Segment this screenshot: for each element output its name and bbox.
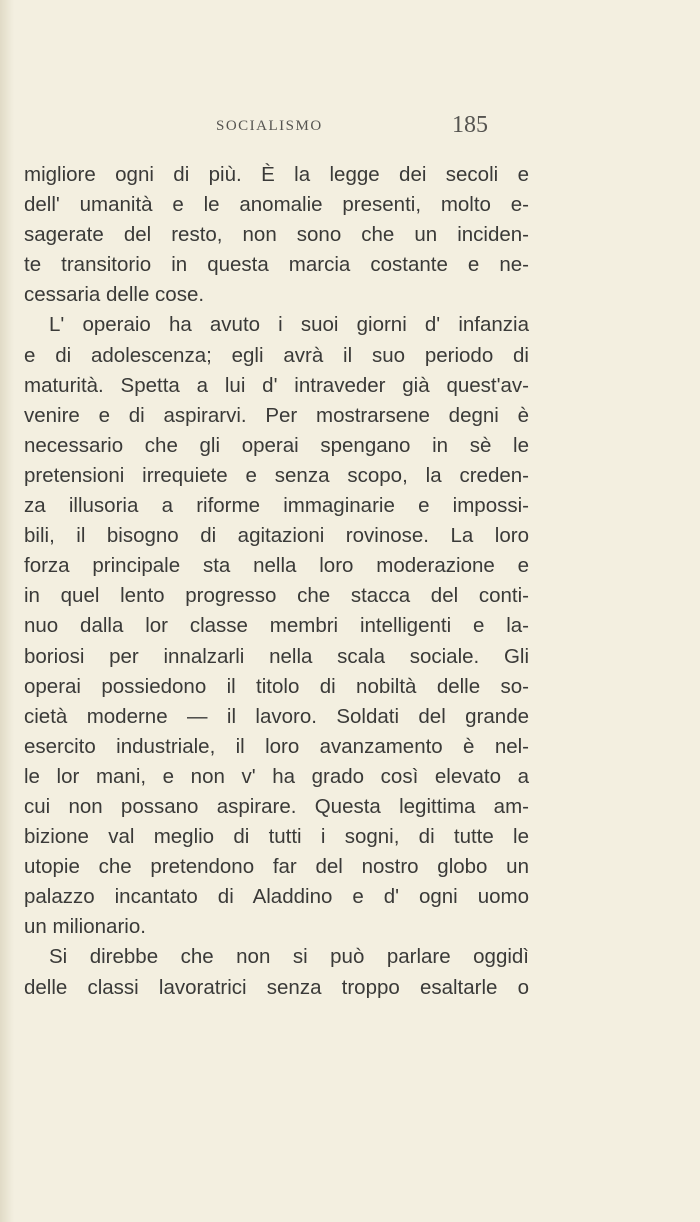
text-line: cessaria delle cose. bbox=[24, 283, 205, 307]
text-line: cui non possano aspirare. Questa legittima am- bbox=[24, 794, 529, 818]
text-line: necessario che gli operai spengano in sè le bbox=[24, 433, 529, 457]
text-line: un milionario. bbox=[24, 915, 146, 939]
text-line: cietà moderne — il lavoro. Soldati del grande bbox=[24, 704, 529, 728]
text-line: boriosi per innalzarli nella scala sociale. Gli bbox=[24, 644, 529, 668]
text-line: forza principale sta nella loro moderazione e bbox=[24, 554, 529, 578]
text-line: dell' umanità e le anomalie presenti, molto e- bbox=[24, 193, 529, 217]
text-line: esercito industriale, il loro avanzamento è nel- bbox=[24, 734, 529, 758]
text-line: delle classi lavoratrici senza troppo esaltarle o bbox=[24, 975, 529, 999]
text-line: migliore ogni di più. È la legge dei secoli e bbox=[24, 163, 529, 186]
page-number: 185 bbox=[452, 112, 488, 138]
page-header bbox=[0, 112, 700, 146]
text-line: za illusoria a riforme immaginarie e impossi- bbox=[24, 494, 529, 518]
text-line: operai possiedono il titolo di nobiltà delle so- bbox=[24, 674, 529, 698]
text-line: bizione val meglio di tutti i sogni, di tutte le bbox=[24, 825, 529, 849]
body-text bbox=[24, 160, 529, 1003]
text-line: venire e di aspirarvi. Per mostrarsene degni è bbox=[24, 403, 529, 427]
running-title: SOCIALISMO bbox=[216, 118, 323, 134]
text-line: palazzo incantato di Aladdino e d' ogni uomo bbox=[24, 885, 529, 909]
text-line: maturità. Spetta a lui d' intraveder già quest'av- bbox=[24, 373, 529, 397]
text-line: Si direbbe che non si può parlare oggidì bbox=[49, 945, 529, 969]
text-line: e di adolescenza; egli avrà il suo periodo di bbox=[24, 343, 529, 367]
text-line: in quel lento progresso che stacca del conti- bbox=[24, 584, 529, 608]
text-line: le lor mani, e non v' ha grado così elevato a bbox=[24, 764, 529, 788]
text-line: L' operaio ha avuto i suoi giorni d' infanzia bbox=[49, 313, 529, 337]
text-line: nuo dalla lor classe membri intelligenti e la- bbox=[24, 614, 529, 638]
text-line: utopie che pretendono far del nostro globo un bbox=[24, 855, 529, 879]
text-line: pretensioni irrequiete e senza scopo, la creden- bbox=[24, 463, 529, 487]
text-line: sagerate del resto, non sono che un inciden- bbox=[24, 223, 529, 247]
text-line: te transitorio in questa marcia costante e ne- bbox=[24, 253, 529, 277]
text-line: bili, il bisogno di agitazioni rovinose. La loro bbox=[24, 524, 529, 548]
